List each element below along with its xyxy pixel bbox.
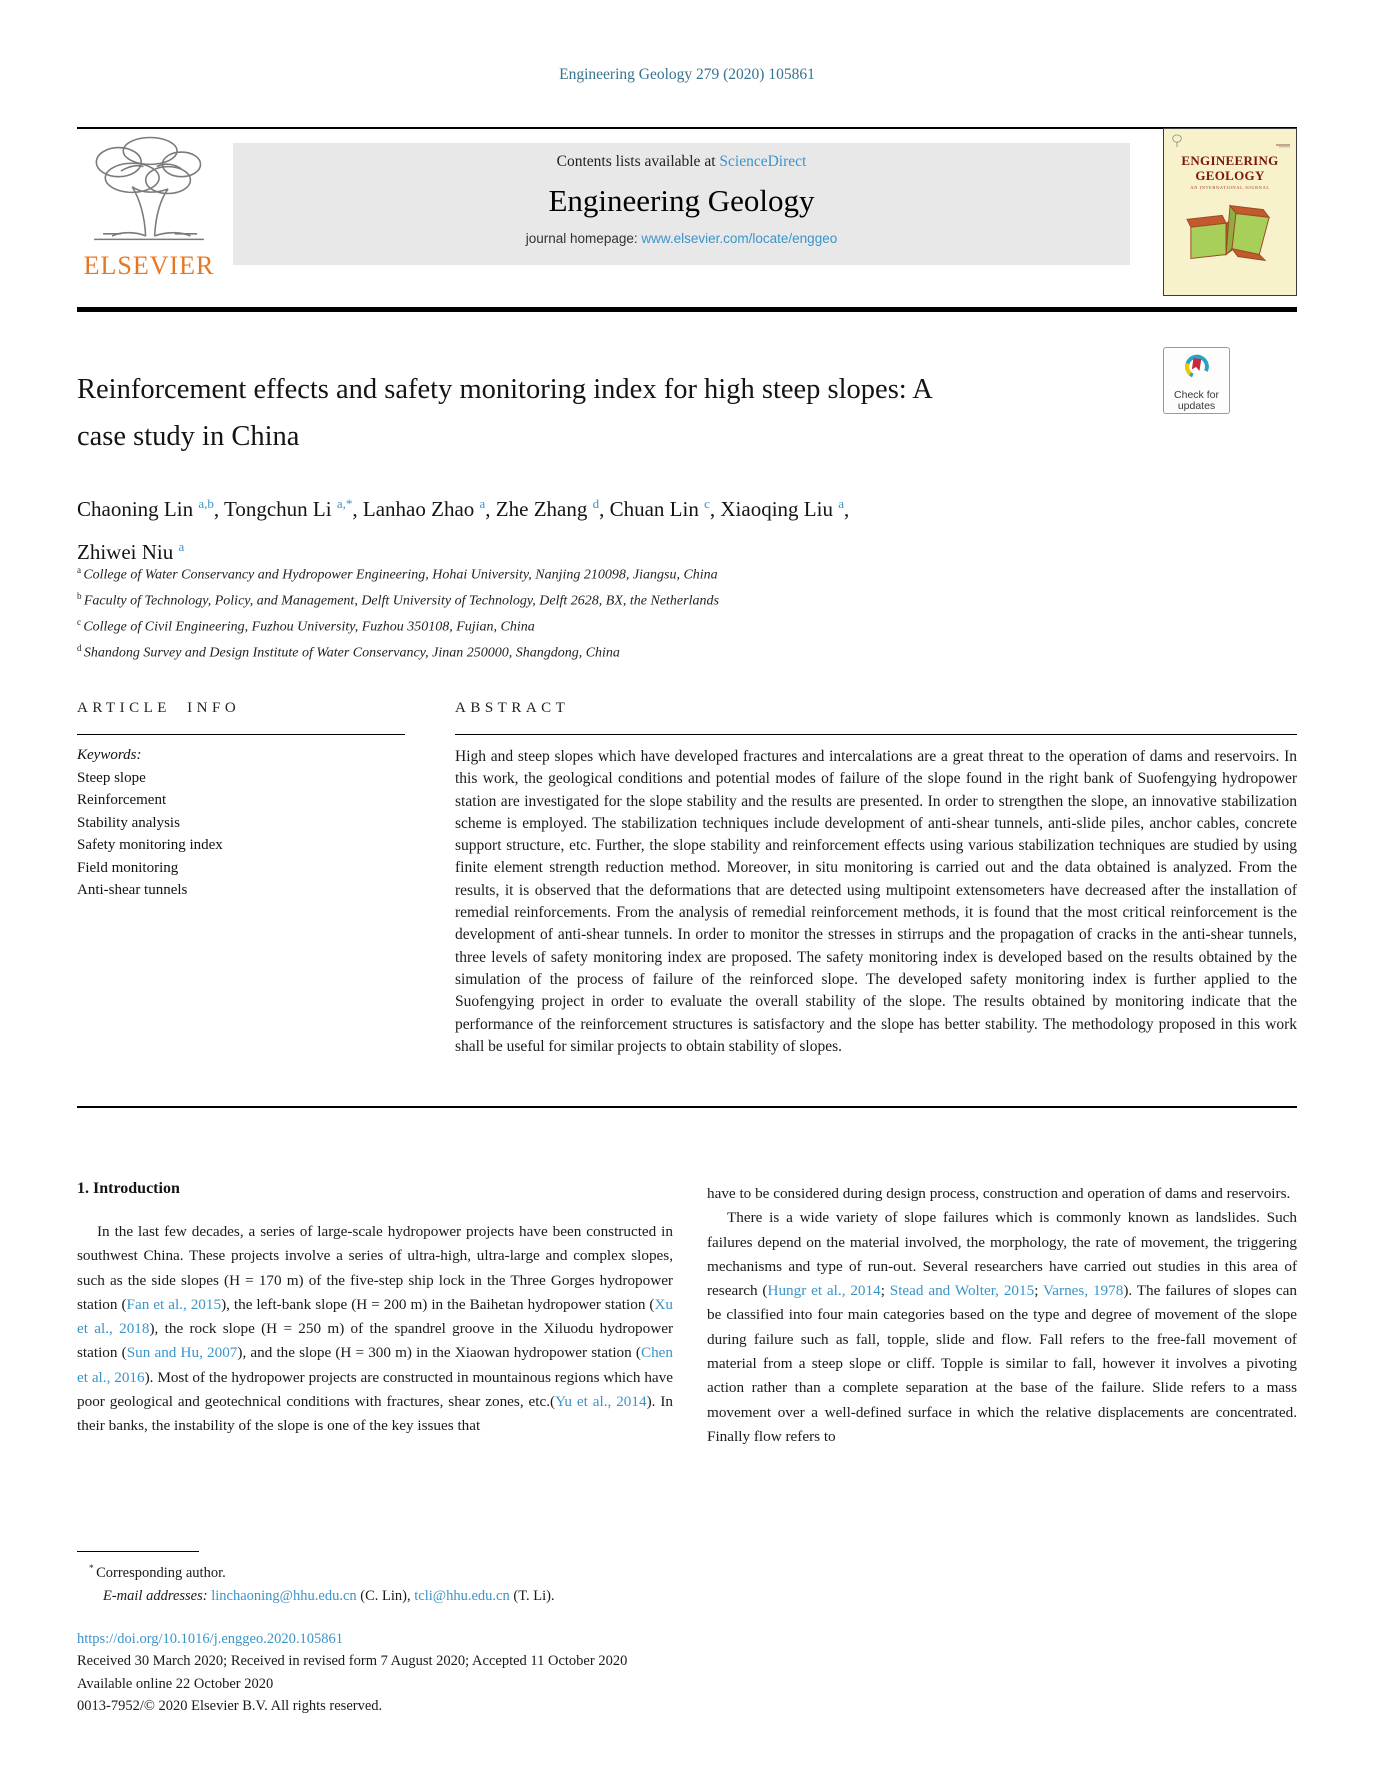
keyword-item: Stability analysis [77,814,180,831]
keyword-item: Anti-shear tunnels [77,882,188,898]
email-link[interactable]: tcli@hhu.edu.cn [414,1587,510,1604]
text-segment: ; [1034,1282,1043,1300]
text-segment: , Tongchun Li [213,497,337,521]
text-segment: There is a wide variety of slope failures which is commonly known as landslides. Such failures depend on the material involved, the morphology, the rate of movement, the triggering mechanisms and type of run-out. Several researchers have carried out studies in this area of research ( [707,1209,1297,1300]
text-segment: a,* [336,496,353,511]
keywords-block [77,744,407,902]
text-segment: Corresponding author. [96,1564,226,1581]
doi-link[interactable]: https://doi.org/10.1016/j.enggeo.2020.105861 [77,1631,343,1647]
cover-subtitle: AN INTERNATIONAL JOURNAL [1190,185,1270,190]
citation-link[interactable]: Sun and Hu, 2007 [126,1344,238,1362]
text-segment: (T. Li). [509,1587,555,1604]
section-heading-introduction: 1. Introduction [77,1180,180,1197]
text-segment: Contents lists available at [556,153,720,170]
text-segment: (C. Lin), [356,1587,415,1604]
elsevier-logo [78,133,220,281]
text-segment: In the last few decades, a series of large-scale hydropower projects have been constructed in southwest China. These projects involve a series of ultra-high, ultra-large and complex slopes, such as the side slopes (H = 170 m) of the five-step ship lock in the Three Gorges hydropower station ( [77,1223,673,1313]
text-segment: Chaoning Lin [77,497,199,521]
text-segment: , Zhe Zhang [485,497,593,521]
affiliation-line-b [77,586,1237,612]
text-segment: , [844,497,850,521]
text-segment: a [77,565,84,575]
header-top-rule [77,127,1297,129]
text-segment: * [89,1564,97,1574]
text-segment: d [592,496,600,511]
keyword-item: Safety monitoring index [77,837,223,853]
elsevier-wordmark: ELSEVIER [83,251,215,280]
citation-link[interactable]: Stead and Wolter, 2015 [889,1282,1035,1300]
intro-paragraph-left [77,1220,673,1439]
check-updates-label-line1: Check for [1174,389,1219,401]
masthead-journal-title: Engineering Geology [548,183,815,218]
received-dates: Received 30 March 2020; Received in revised form 7 August 2020; Accepted 11 October 2020 [77,1653,628,1670]
journal-homepage-link[interactable]: www.elsevier.com/locate/enggeo [641,231,838,246]
check-updates-label-line2: updates [1177,400,1216,412]
abstract-rule [455,734,1297,735]
article-info-heading: ARTICLE INFO [77,700,241,716]
cover-title-line2: GEOLOGY [1195,168,1265,183]
text-segment: ). In their banks, the instability of the slope is one of the key issues that [77,1393,673,1435]
citation-link[interactable]: Yu et al., 2014 [555,1393,647,1411]
text-segment: b [77,591,84,602]
intro-paragraph-right-2 [707,1206,1297,1449]
citation-link[interactable]: Hungr et al., 2014 [767,1282,881,1300]
cover-title-line1: ENGINEERING [1181,153,1279,168]
journal-ref-header: Engineering Geology 279 (2020) 105861 [559,66,815,83]
email-link[interactable]: linchaoning@hhu.edu.cn [211,1587,357,1604]
abstract-heading: ABSTRACT [455,700,570,716]
masthead-bottom-rule [77,307,1297,312]
intro-column-right [707,1182,1297,1449]
author-list-line1 [77,485,1237,528]
text-segment: ; [880,1282,890,1300]
abstract-bottom-rule [77,1106,1297,1108]
text-segment: College of Civil Engineering, Fuzhou University, Fuzhou 350108, Fujian, China [83,619,535,635]
corresponding-author-note [77,1558,837,1585]
text-segment: ), the left-bank slope (H = 200 m) in the Baihetan hydropower station ( [221,1295,655,1313]
citation-link[interactable]: Chen et al., 2016 [77,1344,673,1386]
email-addresses-line [77,1585,837,1608]
text-segment: a [838,496,844,511]
text-segment: ), the rock slope (H = 250 m) of the spandrel groove in the Xiluodu hydropower station ( [77,1320,673,1362]
affiliation-line-c [77,612,1237,638]
intro-paragraph-right-1: have to be considered during design process, construction and operation of dams and reservoirs. [707,1185,1291,1202]
keyword-item: Steep slope [77,769,146,786]
text-segment: a [479,496,486,511]
author-list [77,485,1237,571]
bottom-block [77,1628,1297,1718]
text-segment: c [77,617,84,628]
article-title [77,366,1237,460]
cover-corner-mark-icon [1276,135,1290,153]
text-segment: , Lanhao Zhao [352,497,480,521]
text-segment: ), and the slope (H = 300 m) in the Xiaowan hydropower station ( [237,1344,641,1362]
text-segment: , Xiaoqing Liu [709,497,839,521]
footnote-rule [77,1551,199,1552]
masthead-box [233,143,1130,265]
affiliation-line-d [77,638,1237,664]
elsevier-tree-icon [87,232,211,249]
cover-mini-tree-icon [1172,134,1182,153]
text-segment: a,b [198,496,214,511]
citation-link[interactable]: Xu et al., 2018 [77,1295,673,1338]
text-segment: E-mail addresses: [103,1587,212,1604]
issn-copyright: 0013-7952/© 2020 Elsevier B.V. All rights reserved. [77,1698,383,1715]
affiliations [77,560,1237,665]
journal-homepage-line [233,231,1130,246]
keywords-label: Keywords: [77,747,142,763]
article-info-rule [77,734,405,735]
text-segment: c [704,496,710,511]
available-online: Available online 22 October 2020 [77,1675,274,1692]
footnote-block [77,1558,837,1608]
text-segment: Faculty of Technology, Policy, and Management, Delft University of Technology, Delft 2628, BX, the Netherlands [83,593,719,609]
cover-slope-graphic-icon [1171,265,1289,282]
text-segment: a [178,539,185,554]
text-segment: ). The failures of slopes can be classified into four main categories based on the type and degree of movement of the slope during failure such as fall, topple, slide and flow. Fall refers to the free-fall movement of material from a steep slope or cliff. Topple is similar to fall, however it involves a pivoting action rather than a complete separation at the base of the failure. Slide refers to a mass movement over a well-defined surface in which the relative displacements are concentrated. Finally flow refers to [707,1282,1297,1445]
abstract-text: High and steep slopes which have developed fractures and intercalations are a great threat to the operation of dams and reservoirs. In this work, the geological conditions and potential modes of failure of the slope found in the right bank of Suofengying hydropower station are investigated for the slope stability and the results are presented. In order to strengthen the slope, an innovative stabilization scheme is employed. The stabilization techniques include development of anti-shear tunnels, anti-slide piles, anchor cables, concrete support structure, etc. Further, the slope stability and reinforcement effects using various stabilization techniques are studied by using finite element strength reduction method. Moreover, in situ monitoring is carried out and the data obtained is analyzed. From the results, it is observed that the deformations that are detected using multipoint extensometers have decreased after the installation of remedial reinforcements. From the analysis of remedial reinforcement methods, it is found that the most critical reinforcement is the development of anti-shear tunnels. In order to monitor the stresses in stirrups and the propagation of cracks in the anti-shear tunnels, three levels of safety monitoring index are proposed. The safety monitoring index is developed based on the results obtained by the simulation of the process of failure of the reinforced slope. The developed safety monitoring index is further applied to the Suofengying project in order to evaluate the overall stability of the slope. The results obtained by monitoring indicate that the performance of the reinforcement structures is satisfactory and the slope has better stability. The methodology proposed in this work shall be useful for similar projects to obtain stability of slopes. [455,748,1297,1055]
text-segment: College of Water Conservancy and Hydropower Engineering, Hohai University, Nanjing 210098, Jiangsu, China [83,567,718,583]
citation-link[interactable]: Varnes, 1978 [1043,1282,1124,1300]
intro-column-left [77,1220,673,1439]
article-title-line2: case study in China [77,421,300,452]
article-title-line1: Reinforcement effects and safety monitoring index for high steep slopes: A [77,374,933,405]
keyword-item: Field monitoring [77,859,179,876]
text-segment: journal homepage: [525,231,642,246]
citation-link[interactable]: Fan et al., 2015 [126,1295,222,1313]
keyword-item: Reinforcement [77,792,167,808]
text-segment: Shandong Survey and Design Institute of Water Conservancy, Jinan 250000, Shangdong, China [83,646,620,662]
text-segment: Zhiwei Niu [77,540,179,564]
sciencedirect-link[interactable]: ScienceDirect [719,153,807,170]
journal-cover-thumbnail [1163,128,1297,296]
text-segment: ). Most of the hydropower projects are constructed in mountainous regions which have poor geological and geotechnical conditions with fractures, shear zones, etc.( [77,1368,673,1411]
affiliation-line-a [77,560,1237,586]
text-segment: d [77,643,84,654]
contents-availability-line [233,143,1130,171]
text-segment: , Chuan Lin [599,497,705,521]
